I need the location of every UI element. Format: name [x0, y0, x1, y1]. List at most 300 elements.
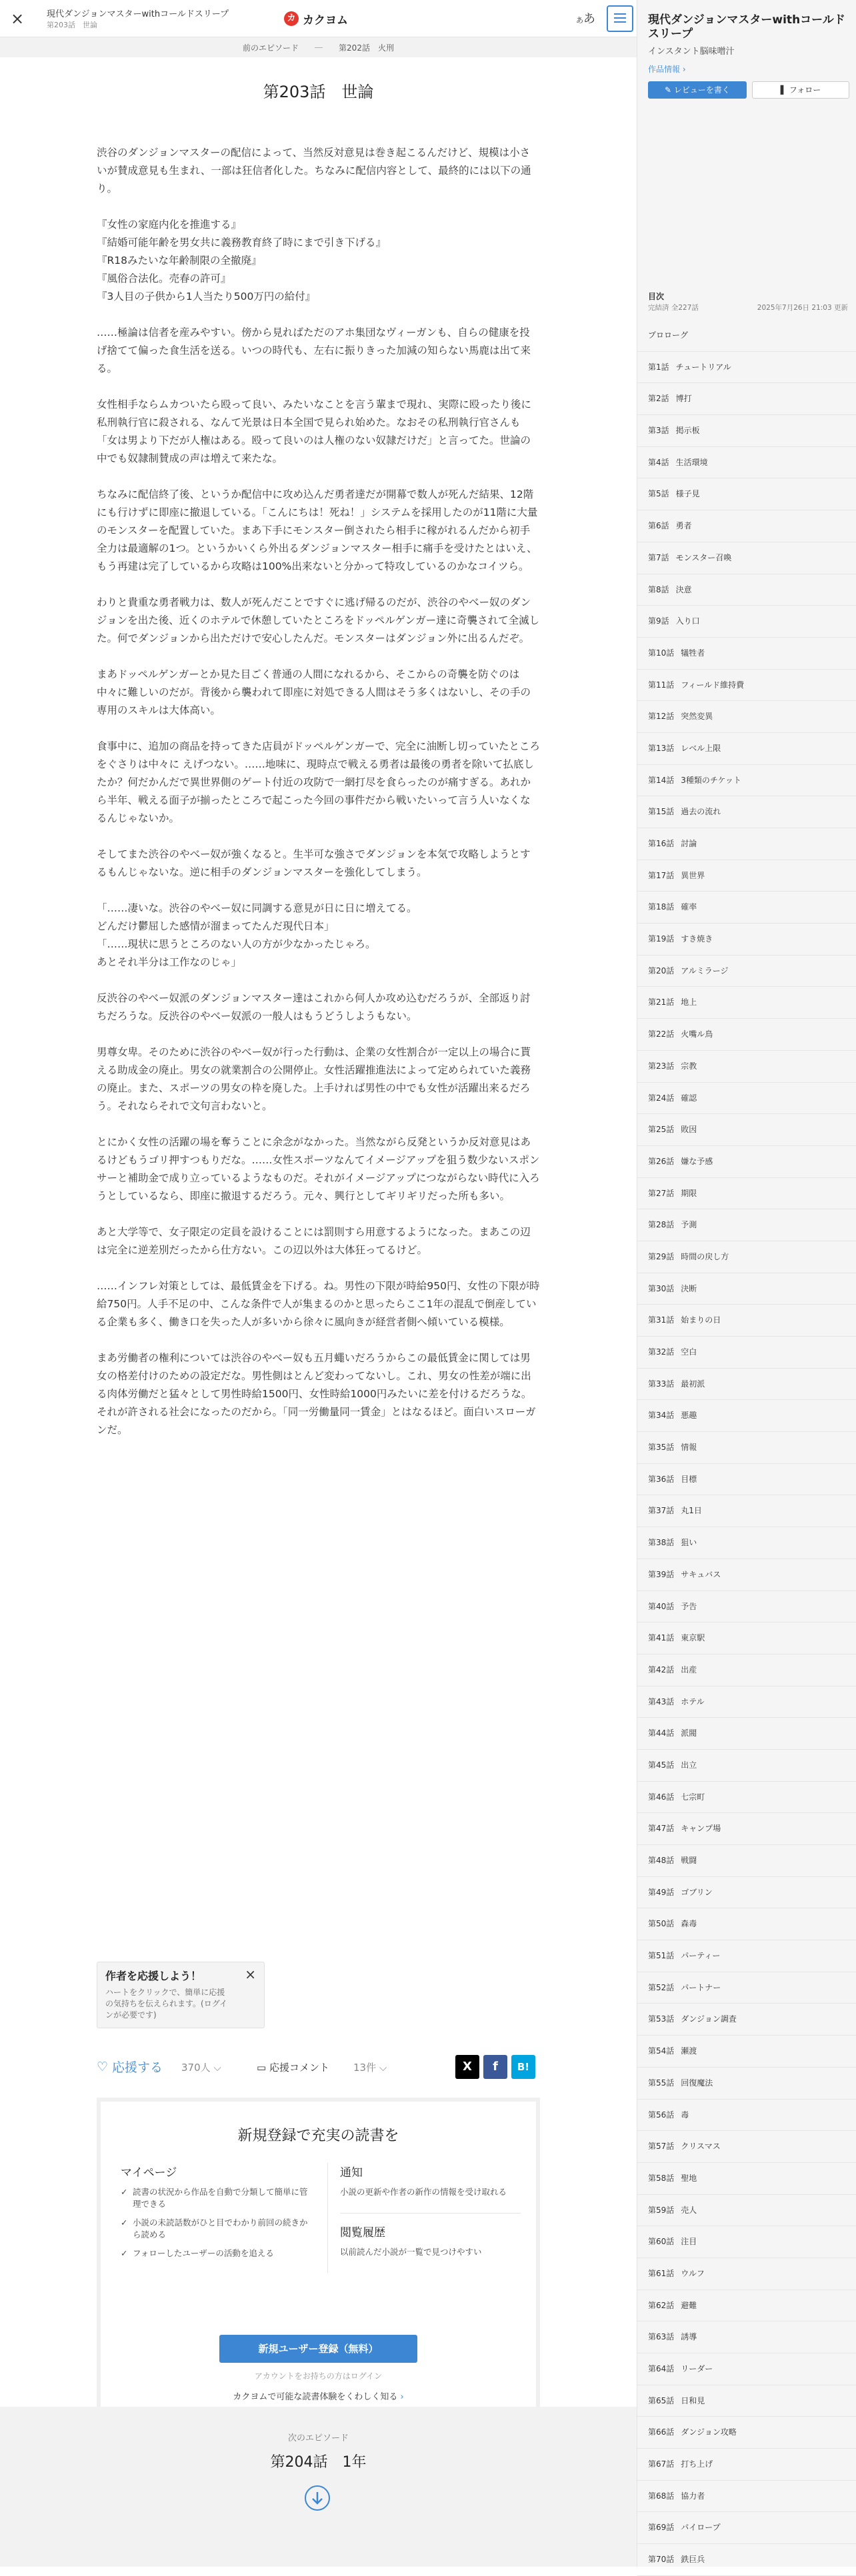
toc-episode-item[interactable] — [637, 478, 856, 510]
toc-episode-number: 第15話 — [648, 807, 675, 817]
toc-episode-number: 第58話 — [648, 2173, 675, 2183]
comment-button[interactable]: ▭ 応援コメント — [257, 2062, 329, 2074]
body-line: 反渋谷のやべー奴派のダンジョンマスター達はこれから何人か攻め込むだろうが、全部返り討ちだろうな。反渋谷のやべー奴派の一般人はもうどうしようもない。 — [97, 992, 531, 1022]
toc-episode-item[interactable] — [637, 796, 856, 828]
toc-episode-item[interactable] — [637, 892, 856, 924]
toc-episode-title: パーティー — [681, 1951, 721, 1961]
toc-episode-number: 第45話 — [648, 1760, 675, 1770]
notify-heading: 通知 — [340, 2166, 363, 2180]
toc-episode-title: クリスマス — [681, 2142, 721, 2152]
toc-episode-number: 第34話 — [648, 1411, 675, 1421]
toc-episode-item[interactable] — [637, 1400, 856, 1432]
toc-episode-item[interactable] — [637, 701, 856, 733]
toc-status: 完結済 全227話 — [648, 304, 699, 312]
toc-episode-number: 第49話 — [648, 1887, 675, 1897]
prev-episode-nav[interactable] — [0, 37, 637, 57]
toc-episode-item[interactable] — [637, 415, 856, 447]
body-paragraph — [97, 216, 540, 306]
toc-episode-number: 第65話 — [648, 2395, 675, 2405]
next-episode-label: 次のエピソード — [287, 2433, 349, 2443]
toc-episode-item[interactable] — [637, 1305, 856, 1337]
body-paragraph — [97, 846, 540, 882]
toc-episode-item[interactable] — [637, 1083, 856, 1115]
body-paragraph — [97, 666, 540, 720]
toc-episode-title: 突然変異 — [681, 712, 713, 722]
body-paragraph — [97, 1349, 540, 1439]
toc-episode-item[interactable] — [637, 1114, 856, 1146]
toc-episode-item[interactable] — [637, 2417, 856, 2449]
toc-episode-number: 第67話 — [648, 2459, 675, 2469]
toc-episode-title: 七宗町 — [681, 1792, 705, 1802]
toc-episode-title: サキュバス — [681, 1569, 721, 1579]
toc-episode-number: 第14話 — [648, 775, 675, 785]
toc-episode-number: 第11話 — [648, 680, 675, 690]
toc-episode-number: 第23話 — [648, 1061, 675, 1071]
toc-episode-item[interactable] — [637, 2512, 856, 2544]
toc-episode-item[interactable] — [637, 1686, 856, 1718]
login-link[interactable]: アカウントをお持ちの方はログイン — [254, 2371, 383, 2381]
toc-episode-title: 期限 — [681, 1188, 697, 1198]
toc-episode-number: 第66話 — [648, 2427, 675, 2437]
toc-episode-item[interactable] — [637, 924, 856, 956]
toc-episode-item[interactable] — [637, 606, 856, 638]
body-line: ちなみに配信終了後、というか配信中に攻め込んだ勇者達だが開幕で数人が死んだ結果、12階にも行けずに即座に撤退している。「こんにちは！死ね！」システムを採用したのが11階に大量のモンスターを配置していた。まあ下手にモンスター倒されたら相手に稼がれるんだから初手全力は最適解の1つ。というかいくら外出るダンジョンマスター相手に痛手を受けたとはいえ、もう再建は完了しているから攻略は100%出来ないと分かって特攻しているのかなコイツら。 — [97, 488, 538, 572]
toc-episode-item[interactable] — [637, 860, 856, 892]
toc-episode-item[interactable] — [637, 574, 856, 606]
toc-episode-item[interactable] — [637, 1559, 856, 1591]
toc-episode-item[interactable] — [637, 828, 856, 860]
toc-list — [637, 320, 856, 2576]
toc-episode-number: 第22話 — [648, 1029, 675, 1039]
toc-updated: 2025年7月26日 21:03 更新 — [757, 304, 848, 312]
toc-prologue[interactable]: プロローグ — [637, 320, 856, 352]
toc-episode-number: 第21話 — [648, 997, 675, 1007]
mypage-heading: マイページ — [121, 2166, 177, 2180]
body-paragraph — [97, 989, 540, 1025]
body-line: あとそれ半分は工作なのじゃ」 — [97, 956, 242, 968]
body-line: まあドッペルゲンガーとか見た目ごく普通の人間になれるから、そこからの奇襲を防ぐのは中々に難しいのだが。背後から襲われて即座に対処できる人間はそう多くはないし、その手の専用のスキルは大体高い。 — [97, 668, 531, 716]
toc-episode-number: 第5話 — [648, 489, 669, 499]
history-desc: 以前読んだ小説が一覧で見つけやすい — [340, 2247, 482, 2257]
toc-episode-number: 第44話 — [648, 1728, 675, 1738]
toc-episode-title: 確認 — [681, 1093, 697, 1103]
toc-episode-title: 生活環境 — [675, 457, 708, 467]
toc-episode-number: 第32話 — [648, 1347, 675, 1357]
font-size-label: あ — [583, 12, 595, 26]
toc-episode-item[interactable] — [637, 2226, 856, 2258]
body-line: 女性相手ならムカついたら殴って良い、みたいなことを言う輩まで現れ、実際に殴ったり後に私刑執行官に殺される、なんて光景は日本全国で見られ始めた。なおその私刑執行官さんも「女は男より下だが人権はある。殴って良いのは人権のない奴隷だけだ」と言ってた。世論の中でも奴隷制賛成の声は増えて来たな。 — [97, 398, 531, 464]
body-line: あと大学等で、女子限定の定員を設けることには罰則すら用意するようになった。まあこの辺は完全に逆差別だったから仕方ない。この辺以外は大体狂ってるけど。 — [97, 1226, 531, 1256]
toc-episode-item[interactable] — [637, 670, 856, 702]
toc-episode-item[interactable] — [637, 447, 856, 479]
kakuyomu-logo[interactable] — [284, 9, 348, 28]
toc-episode-item[interactable] — [637, 383, 856, 415]
toc-episode-number: 第43話 — [648, 1696, 675, 1706]
sidebar-author[interactable]: インスタント脳味噌汁 — [648, 47, 735, 57]
episode-subtitle: 第203話 世論 — [47, 21, 97, 29]
toc-episode-title: 回復魔法 — [681, 2078, 713, 2088]
toc-episode-item[interactable] — [637, 987, 856, 1019]
sidebar — [637, 0, 856, 2567]
toc-episode-item[interactable] — [637, 2385, 856, 2417]
toc-episode-item[interactable] — [637, 2449, 856, 2481]
toc-episode-number: 第46話 — [648, 1792, 675, 1802]
toc-episode-title: すき焼き — [681, 934, 713, 944]
toc-episode-item[interactable] — [637, 542, 856, 574]
toc-episode-item[interactable] — [637, 733, 856, 765]
toc-episode-title: 瀬渡 — [681, 2046, 697, 2056]
toc-episode-title: 予測 — [681, 1220, 697, 1230]
body-paragraph — [97, 396, 540, 468]
toc-episode-title: 決断 — [681, 1283, 697, 1293]
body-line: 『女性の家庭内化を推進する』 — [97, 219, 242, 231]
heart-icon: ♡ — [97, 2059, 109, 2074]
toc-episode-title: パイロープ — [681, 2523, 721, 2533]
feature-item: ✓ フォローしたユーザーの活動を追える — [121, 2248, 314, 2259]
toc-episode-number: 第28話 — [648, 1220, 675, 1230]
toc-episode-item[interactable] — [637, 1718, 856, 1750]
toc-episode-title: キャンプ場 — [681, 1824, 721, 1834]
body-line: ……極論は信者を産みやすい。傍から見ればただのアホ集団なヴィーガンも、自らの健康を投げ捨てて偏った食生活を送る。いつの時代も、左右に振りきった加減の知らない馬鹿は出て来る。 — [97, 326, 531, 374]
toc-episode-title: 予告 — [681, 1601, 697, 1611]
toc-episode-item[interactable] — [637, 1527, 856, 1559]
body-paragraph — [97, 900, 540, 971]
share-hatena-button[interactable]: B! — [511, 2055, 535, 2079]
toc-episode-number: 第39話 — [648, 1569, 675, 1579]
prev-episode-title[interactable]: 第202話 火刑 — [339, 43, 394, 53]
body-line: ……インフレ対策としては、最低賃金を下げる。ね。男性の下限が時給950円、女性の下限が時給750円。人手不足の中、こんな条件で人が集まるのかと思ったらここ1年の混乱で倒産している企業も多く、働き口を失った人が多いから徐々に風向きが経営者側へ傾いている模様。 — [97, 1280, 540, 1328]
toc-episode-item[interactable] — [637, 1622, 856, 1654]
toc-episode-title: 派閥 — [681, 1728, 697, 1738]
register-button[interactable]: 新規ユーザー登録（無料） — [219, 2335, 417, 2363]
toc-episode-number: 第60話 — [648, 2237, 675, 2247]
toc-episode-item[interactable] — [637, 1019, 856, 1051]
body-line: わりと貴重な勇者戦力は、数人が死んだことですぐに逃げ帰るのだが、渋谷のやべー奴のダンジョンを出た後、近くのホテルで休憩していたところをドッペルゲンガー達に奇襲されて全滅した。何でダンジョンから出ただけで安心したんだ。モンスターはダンジョン外に出るんだぞ。 — [97, 596, 540, 644]
toc-episode-number: 第53話 — [648, 2014, 675, 2024]
chevron-down-icon: ⌵ — [213, 2062, 221, 2074]
feature-item: ✓ 小説の未読話数がひと目でわかり前回の続きから読める — [121, 2217, 314, 2241]
toc-episode-number: 第24話 — [648, 1093, 675, 1103]
toc-episode-item[interactable] — [637, 2068, 856, 2100]
share-facebook-button[interactable]: f — [483, 2055, 507, 2079]
toc-episode-item[interactable] — [637, 1051, 856, 1083]
follow-button[interactable]: ▌ フォロー — [752, 81, 849, 99]
work-title[interactable]: 現代ダンジョンマスターwithコールドスリープ — [47, 9, 229, 19]
comment-icon: ▭ — [257, 2062, 267, 2074]
body-line: 『風俗合法化。売春の許可』 — [97, 273, 231, 285]
toc-episode-item[interactable] — [637, 1972, 856, 2004]
toc-episode-number: 第31話 — [648, 1315, 675, 1325]
cheer-popup-title: 作者を応援しよう！ — [105, 1970, 202, 1982]
toc-episode-item[interactable] — [637, 2195, 856, 2227]
toc-episode-item[interactable] — [637, 765, 856, 797]
next-episode-title[interactable]: 第204話 1年 — [270, 2454, 367, 2471]
toc-episode-title: 丸1日 — [681, 1506, 702, 1516]
toc-episode-title: 空白 — [681, 1347, 697, 1357]
toc-episode-title: 勇者 — [675, 521, 692, 531]
toc-episode-number: 第70話 — [648, 2555, 675, 2565]
divider — [340, 2213, 521, 2214]
toc-episode-title: 戦闘 — [681, 1856, 697, 1865]
notify-desc: 小説の更新や作者の新作の情報を受け取れる — [340, 2187, 507, 2197]
mypage-features — [121, 2163, 314, 2266]
toc-episode-number: 第20話 — [648, 966, 675, 975]
toc-episode-number: 第47話 — [648, 1824, 675, 1834]
toc-episode-number: 第33話 — [648, 1379, 675, 1389]
cheer-label: 応援する — [112, 2060, 163, 2075]
toc-episode-number: 第2話 — [648, 394, 669, 404]
register-promo — [97, 2098, 540, 2416]
font-size-small-icon: あ — [576, 16, 583, 25]
toc-episode-title: 狙い — [681, 1538, 697, 1548]
logo-text: カクヨム — [303, 13, 348, 27]
toc-episode-item[interactable] — [637, 2036, 856, 2068]
toc-episode-number: 第35話 — [648, 1443, 675, 1453]
toc-episode-number: 第13話 — [648, 743, 675, 753]
toc-episode-number: 第55話 — [648, 2078, 675, 2088]
toc-episode-item[interactable] — [637, 1591, 856, 1623]
body-line: そしてまた渋谷のやべー奴が強くなると。生半可な強さでダンジョンを本気で攻略しようとするもんじゃないな。逆に相手のダンジョンマスターを強化してしまう。 — [97, 848, 531, 878]
toc-episode-number: 第52話 — [648, 1982, 675, 1992]
toc-episode-number: 第51話 — [648, 1951, 675, 1961]
body-paragraph — [97, 738, 540, 828]
body-line: どんだけ鬱屈した感情が溜まってたんだ現代日本」 — [97, 920, 335, 932]
arrow-down-icon[interactable] — [305, 2485, 330, 2511]
work-info-link[interactable]: 作品情報 › — [648, 65, 686, 74]
body-paragraph — [97, 144, 540, 198]
feature-item: ✓ 読書の状況から作品を自動で分類して簡単に管理できる — [121, 2186, 314, 2210]
toc-episode-number: 第3話 — [648, 426, 669, 436]
reader-pane — [0, 37, 637, 2567]
toc-episode-number: 第18話 — [648, 902, 675, 912]
learn-more-link[interactable]: カクヨムで可能な読書体験をくわしく知る › — [233, 2392, 404, 2402]
toc-episode-title: ホテル — [681, 1696, 705, 1706]
chevron-right-icon: › — [682, 65, 686, 74]
prev-episode-label: 前のエピソード — [243, 43, 299, 53]
body-paragraph — [97, 594, 540, 648]
toc-episode-title: ダンジョン調査 — [681, 2014, 737, 2024]
toc-episode-number: 第6話 — [648, 521, 669, 531]
toc-episode-title: 売人 — [681, 2205, 697, 2215]
toc-episode-number: 第7話 — [648, 552, 669, 562]
toc-episode-title: レベル上限 — [681, 743, 721, 753]
body-paragraph — [97, 1277, 540, 1331]
table-of-contents-button[interactable] — [607, 5, 633, 32]
toc-episode-item[interactable] — [637, 2163, 856, 2195]
toc-episode-title: 敗因 — [681, 1125, 697, 1135]
toc-episode-title: 博打 — [675, 394, 692, 404]
episode-title: 第203話 世論 — [263, 83, 374, 101]
body-paragraph — [97, 1133, 540, 1205]
share-x-button[interactable]: X — [455, 2055, 479, 2079]
toc-episode-item[interactable] — [637, 352, 856, 384]
body-paragraph — [97, 486, 540, 576]
toc-episode-item[interactable] — [637, 1654, 856, 1686]
toc-episode-number: 第41話 — [648, 1633, 675, 1643]
toc-episode-item[interactable] — [637, 1337, 856, 1369]
toc-episode-title: 地上 — [681, 997, 697, 1007]
comment-count[interactable]: 13件 ⌵ — [353, 2062, 387, 2074]
toc-episode-item[interactable] — [637, 2544, 856, 2576]
body-line: 『3人目の子供から1人当たり500万円の給付』 — [97, 291, 316, 303]
toc-episode-item[interactable] — [637, 1940, 856, 1972]
toc-episode-title: 悪趣 — [681, 1411, 697, 1421]
close-icon[interactable]: × — [245, 1966, 256, 1982]
toc-episode-title: 打ち上げ — [681, 2459, 713, 2469]
toc-episode-title: フィールド維持費 — [681, 680, 745, 690]
toc-episode-title: 討論 — [681, 839, 697, 848]
toc-episode-number: 第29話 — [648, 1251, 675, 1261]
toc-episode-title: 3種類のチケット — [681, 775, 741, 785]
toc-episode-number: 第19話 — [648, 934, 675, 944]
toc-episode-number: 第68話 — [648, 2491, 675, 2501]
toc-episode-title: チュートリアル — [675, 362, 731, 372]
body-paragraph — [97, 1043, 540, 1115]
toc-episode-item[interactable] — [637, 2321, 856, 2353]
toc-episode-number: 第56話 — [648, 2110, 675, 2120]
body-line: 渋谷のダンジョンマスターの配信によって、当然反対意見は巻き起こるんだけど、規模は小さいが賛成意見も生まれ、一部は狂信者化した。ちなみに配信内容として、最終的には以下の通り。 — [97, 147, 531, 195]
toc-episode-item[interactable] — [637, 2353, 856, 2385]
toc-episode-number: 第64話 — [648, 2364, 675, 2373]
toc-episode-title: 入り口 — [675, 616, 700, 626]
toc-episode-item[interactable] — [637, 510, 856, 542]
toc-episode-title: 出立 — [681, 1760, 697, 1770]
toc-episode-title: パートナー — [681, 1982, 721, 1992]
cheer-popup — [97, 1962, 265, 2028]
toc-episode-item[interactable] — [637, 1241, 856, 1273]
toc-episode-title: 確率 — [681, 902, 697, 912]
toc-episode-item[interactable] — [637, 1273, 856, 1305]
body-line: 『R18みたいな年齢制限の全撤廃』 — [97, 255, 262, 267]
toc-episode-title: 森毒 — [681, 1919, 697, 1929]
toc-episode-title: 宗教 — [681, 1061, 697, 1071]
toc-episode-number: 第9話 — [648, 616, 669, 626]
logo-mark-icon: カ — [284, 11, 299, 26]
toc-episode-title: 様子見 — [675, 489, 700, 499]
sidebar-work-title[interactable]: 現代ダンジョンマスターwithコールドスリープ — [648, 13, 845, 41]
body-line: 食事中に、追加の商品を持ってきた店員がドッペルゲンガーで、完全に油断し切っていたところをぐさりは中々に えげつない。……地味に、現時点で戦える勇者は最後の勇者を除いて払底したか？何だかんだで異世界側のゲート付近の攻防で一網打尽を食らったのが痛すぎる。あれから半年、戦える面子が揃ったところで起こった今回の事件だから戦いたいって言う人いなくなるんじゃないか。 — [97, 740, 540, 824]
toc-episode-item[interactable] — [637, 1813, 856, 1845]
toc-episode-item[interactable] — [637, 1908, 856, 1940]
toc-episode-number: 第37話 — [648, 1506, 675, 1516]
body-line: 『結婚可能年齢を男女共に義務教育終了時にまで引き下げる』 — [97, 237, 387, 249]
toc-episode-title: 最初派 — [681, 1379, 705, 1389]
font-size-button[interactable] — [576, 9, 595, 27]
cheer-button[interactable] — [97, 2058, 163, 2076]
toc-episode-title: ゴブリン — [681, 1887, 713, 1897]
follow-icon: ▌ — [780, 85, 789, 95]
cheer-count[interactable]: 370人 ⌵ — [181, 2062, 221, 2074]
toc-episode-number: 第8話 — [648, 584, 669, 594]
chevron-down-icon: ⌵ — [379, 2062, 387, 2074]
toc-episode-title: 火嘴ル鳥 — [681, 1029, 713, 1039]
toc-episode-title: 犠牲者 — [681, 648, 705, 658]
toc-episode-title: 時間の戻し方 — [681, 1251, 729, 1261]
toc-episode-item[interactable] — [637, 2131, 856, 2163]
toc-episode-title: 協力者 — [681, 2491, 705, 2501]
toc-episode-item[interactable] — [637, 1750, 856, 1782]
nav-separator: ― — [315, 43, 323, 52]
next-episode-area — [0, 2407, 637, 2567]
toc-episode-item[interactable] — [637, 1432, 856, 1464]
toc-episode-title: 誘導 — [681, 2332, 697, 2342]
toc-episode-item[interactable] — [637, 1146, 856, 1178]
toc-episode-item[interactable] — [637, 1209, 856, 1241]
toc-episode-title: 避難 — [681, 2300, 697, 2310]
toc-episode-item[interactable] — [637, 2100, 856, 2132]
toc-episode-number: 第62話 — [648, 2300, 675, 2310]
toc-heading: 目次 — [648, 292, 665, 301]
toc-episode-number: 第54話 — [648, 2046, 675, 2056]
register-title: 新規登録で充実の読書を — [237, 2128, 399, 2144]
toc-episode-item[interactable] — [637, 2290, 856, 2322]
toc-episode-title: 始まりの日 — [681, 1315, 721, 1325]
toc-episode-number: 第4話 — [648, 457, 669, 467]
body-paragraph — [97, 324, 540, 378]
toc-episode-number: 第36話 — [648, 1474, 675, 1484]
toc-episode-title: ダンジョン攻略 — [681, 2427, 737, 2437]
history-heading: 閲覧履歴 — [340, 2226, 385, 2240]
toc-episode-title: 聖地 — [681, 2173, 697, 2183]
toc-episode-item[interactable] — [637, 638, 856, 670]
body-paragraph — [97, 1223, 540, 1259]
toc-episode-title: 過去の流れ — [681, 807, 721, 817]
toc-episode-title: 注目 — [681, 2237, 697, 2247]
toc-episode-number: 第16話 — [648, 839, 675, 848]
toc-episode-title: 毒 — [681, 2110, 689, 2120]
toc-episode-title: アルミラージ — [681, 966, 729, 975]
toc-episode-title: リーダー — [681, 2364, 713, 2373]
toc-episode-item[interactable] — [637, 1369, 856, 1401]
toc-episode-title: 掲示板 — [675, 426, 700, 436]
toc-episode-item[interactable] — [637, 1845, 856, 1877]
episode-body — [97, 144, 540, 1457]
toc-episode-title: モンスター召喚 — [675, 552, 732, 562]
toc-episode-item[interactable] — [637, 1495, 856, 1527]
toc-episode-item[interactable] — [637, 2258, 856, 2290]
toc-episode-item[interactable] — [637, 1877, 856, 1909]
toc-episode-number: 第40話 — [648, 1601, 675, 1611]
toc-episode-title: 出産 — [681, 1664, 697, 1674]
review-button[interactable]: ✎ レビューを書く — [648, 81, 747, 99]
toc-episode-item[interactable] — [637, 1464, 856, 1496]
toc-episode-item[interactable] — [637, 1178, 856, 1210]
toc-episode-number: 第59話 — [648, 2205, 675, 2215]
toc-episode-title: 日和見 — [681, 2395, 705, 2405]
toc-episode-title: ウルフ — [681, 2268, 705, 2278]
chevron-right-icon: › — [400, 2392, 404, 2402]
body-line: 男尊女卑。そのために渋谷のやべー奴が行った行動は、企業の女性割合が一定以上の場合に貰える助成金の廃止。男女の就業割合の公開停止。女性活躍推進法によって定められていた義務の廃止。また、スポーツの男女の枠を廃した。上手ければ男性の中でも女性が活躍出来るだろう。それならそれで文句言わないと。 — [97, 1046, 531, 1112]
toc-episode-number: 第12話 — [648, 712, 675, 722]
toc-episode-item[interactable] — [637, 956, 856, 987]
toc-episode-item[interactable] — [637, 1782, 856, 1814]
body-line: 「……凄いな。渋谷のやべー奴に同調する意見が日に日に増えてる。 — [97, 902, 417, 914]
menu-icon — [614, 13, 626, 15]
toc-episode-title: 決意 — [675, 584, 692, 594]
body-line: 「……現状に思うところのない人の方が少なかったじゃろ。 — [97, 938, 376, 950]
toc-episode-number: 第27話 — [648, 1188, 675, 1198]
toc-episode-item[interactable] — [637, 2481, 856, 2513]
toc-episode-item[interactable] — [637, 2004, 856, 2036]
body-line: まあ労働者の権利については渋谷のやべー奴も五月蠅いだろうからこの最低賃金に関しては男女の格差付けのための設定だな。男性側はとんど変わってないし。これ、男女の性差が端に出る肉体労働だと猛々として男性時給1500円、女性時給1000円みたいに差を付けるだろうな。それが許される社会になったのだから。「同一労働量同一賃金」とはなるほど。面白いスローガンだ。 — [97, 1352, 536, 1436]
close-icon[interactable]: × — [10, 9, 25, 28]
toc-episode-number: 第42話 — [648, 1664, 675, 1674]
toc-episode-title: 鉄巨兵 — [681, 2555, 705, 2565]
other-features — [327, 2163, 521, 2273]
toc-episode-title: 情報 — [681, 1443, 697, 1453]
toc-episode-number: 第48話 — [648, 1856, 675, 1865]
cheer-popup-body: ハートをクリックで、簡単に応援の気持ちを伝えられます。(ログインが必要です) — [105, 1988, 228, 2020]
